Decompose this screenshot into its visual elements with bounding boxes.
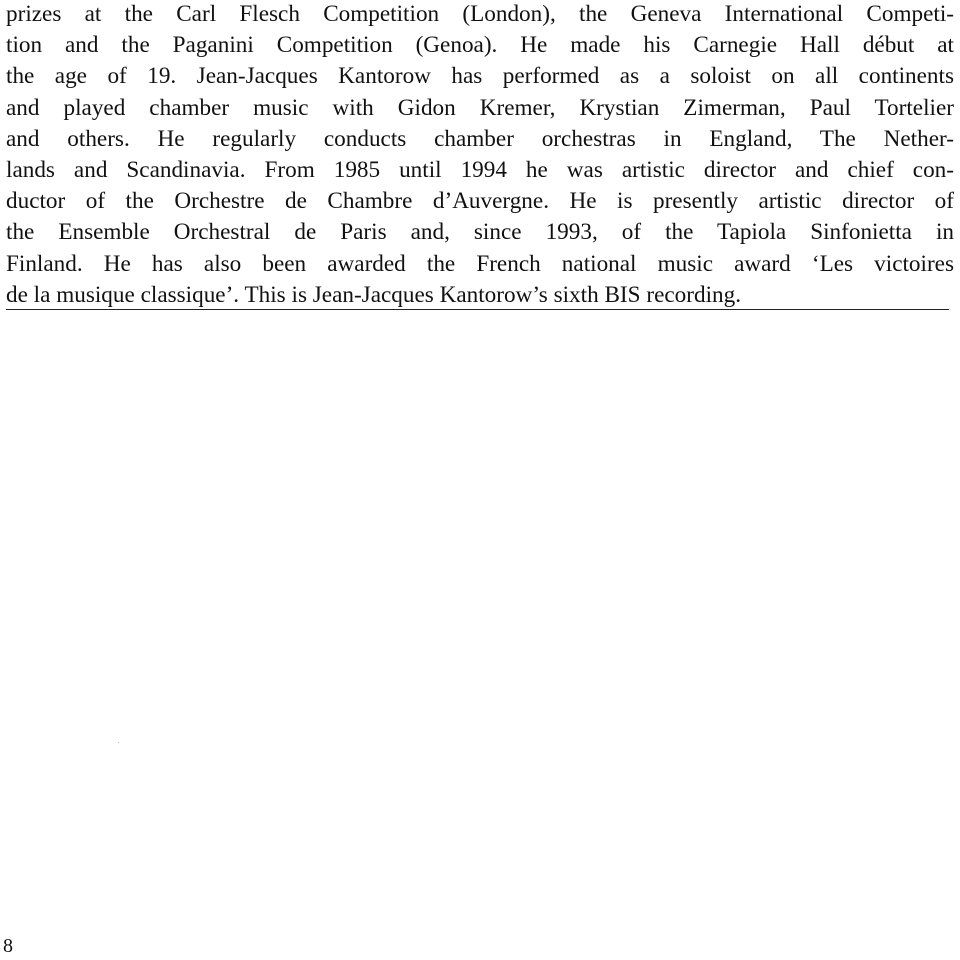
text-line: and others. He regularly conducts chamber orchestras in England, The Nether- (6, 125, 954, 152)
text-line: the age of 19. Jean-Jacques Kantorow has performed as a soloist on all continents (6, 63, 954, 90)
page-number: 8 (3, 935, 13, 957)
text-line: the Ensemble Orchestral de Paris and, since 1993, of the Tapiola Sinfonietta in (6, 219, 954, 246)
section-divider (6, 309, 949, 310)
text-line: tion and the Paganini Competition (Genoa). He made his Carnegie Hall début at (6, 32, 954, 59)
text-line: prizes at the Carl Flesch Competition (London), the Geneva International Competi- (6, 1, 954, 27)
scan-speck (118, 742, 119, 743)
text-line: ductor of the Orchestre de Chambre d’Auvergne. He is presently artistic director of (6, 188, 954, 215)
body-paragraph (6, 0, 954, 311)
text-line: and played chamber music with Gidon Kremer, Krystian Zimerman, Paul Tortelier (6, 94, 954, 121)
text-line: lands and Scandinavia. From 1985 until 1994 he was artistic director and chief con- (6, 156, 954, 183)
text-line: Finland. He has also been awarded the French national music award ‘Les victoires (6, 250, 954, 277)
text-line-last: de la musique classique’. This is Jean-Jacques Kantorow’s sixth BIS recording. (6, 281, 741, 308)
